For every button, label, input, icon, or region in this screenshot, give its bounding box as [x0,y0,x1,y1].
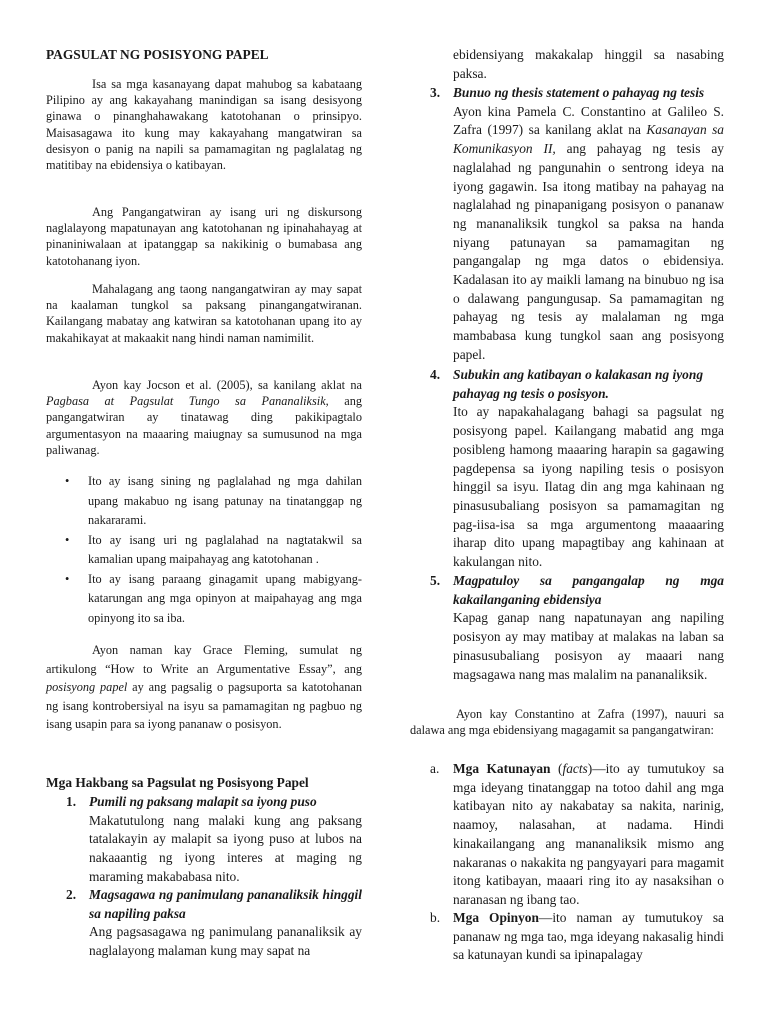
item-letter: b. [430,910,441,925]
steps-heading: Mga Hakbang sa Pagsulat ng Posisyong Papel [46,775,309,790]
step-title: Bunuo ng thesis statement o pahayag ng tesis [453,85,705,100]
step-body: Makatutulong nang malaki kung ang paksang tatalakayin ay malapit sa iyong puso at lubos na nakaaantig ng iyong interes at maging ng maraming makababasa nito. [89,812,362,884]
bullet-icon: • [65,532,70,547]
step-body: Kapag ganap nang napatunayan ang napiling posisyon ay may matibay at malakas na laban sa pinasusubaliang posisyon ay maaari nang magsagawa nang mas malalim na pananaliksik. [453,610,724,682]
fleming-paragraph [46,641,362,734]
step-title: Magsagawa ng panimulang pananaliksik hinggil sa napiling paksa [89,887,362,921]
page-title: PAGSULAT NG POSISYONG PAPEL [46,47,269,62]
step-number: 2. [66,887,77,902]
evidence-item-opinions: b. Mga Opinyon—ito naman ay tumutukoy sa pananaw ng mga tao, mga ideyang nakasalig hindi sa katunayan kundi sa ipinapalagay [430,910,725,963]
explanation-list [46,472,362,628]
fleming-term: posisyong papel [46,680,128,695]
step-number: 3. [430,85,441,100]
step-body: Ito ay napakahalagang bahagi sa pagsulat ng posisyong papel. Kailangang mabatid ang mga posibleng hamong maaaring harapin sa gagawing pagdepensa sa iyong napiling tesis o posisyon hinggil sa isyu. Ilatag din ang mga kahinaan ng pinasusubaliang posisyon sa pamamagitan ng pag-iisa-isa sa mga argumentong maaaaring iharap dito upang mapagtibay ang kahinaan at kakulangan nito. [453,404,724,570]
book-title: Kasanayan sa Komunikasyon II, [453,122,724,157]
step-number: 1. [66,794,77,809]
step-5 [410,572,724,684]
evidence-item-facts: a. Mga Katunayan (facts)—ito ay tumutukoy sa mga ideyang tinatanggap na totoo dahil ang mga katibayan nito ay nakabatay sa nakita, narinig, naamoy, nalasahan, at nadama. Hindi kinakailangang ang mananaliksik mismo ang nakaranas o nakakita ng pangyayari para magamit itong katibayan, maaari ring ito ay nasaksihan o naranasan ng ibang tao. [430,761,725,907]
step-2 [46,886,362,961]
list-item: • Ito ay isang uri ng paglalahad na nagtatakwil sa kamalian upang maipahayag ang katotohanan . [65,532,362,566]
step-number: 5. [430,573,441,588]
jocson-book-title: Pagbasa at Pagsulat Tungo sa Pananaliksik, [46,394,329,409]
step-body: Ayon kina Pamela C. Constantino at Galileo S. Zafra (1997) sa kanilang aklat na Kasanayan sa Komunikasyon II, ang pahayag ng tesis ay naglalahad ng pangunahin o sentrong ideya na iyong gagawin. Isa itong matibay na pahayag na naglalahad ng pinapanigang posisyon o pananaw ng mananaliksik tungkol sa paksa na handa niyang patunayan sa pamamagitan ng pangangalap ng mga datos o ebidensiya. Kadalasan ito ay maikli lamang na binubuo ng isa o dalawang pangungusap. Sa pamamagitan ng pahayag ng tesis ay malalaman ng mga mambabasa kung tungkol saan ang posisyong papel. [453,103,724,362]
step-title: Magpatuloy sa pangangalap ng mga kakailanganing ebidensiya [453,573,724,607]
item-term: Mga Katunayan [453,761,551,776]
jocson-paragraph [46,377,362,458]
step-title: Pumili ng paksang malapit sa iyong puso [89,794,317,809]
step-3 [410,84,724,365]
list-item: • Ito ay isang paraang ginagamit upang mabigyang-katarungan ang mga opinyon at maipahayag ang mga opinyong ito sa iba. [65,571,362,625]
item-gloss: facts [562,761,588,776]
step-1 [46,793,362,887]
step-title: Subukin ang katibayan o kalakasan ng iyong pahayag ng tesis o posisyon. [453,367,704,401]
continued-text: ebidensiyang makakalap hinggil sa nasabing paksa. [453,47,724,81]
step-body: Ang pagsasagawa ng panimulang pananaliksik ay naglalayong malaman kung may sapat na [89,924,362,959]
fleming-text-b: ay ang pagsalig o pagsuporta sa katotohanan ng isang kontrobersiyal na isyu sa pamamagitan ng pagbuo ng isang usapin para sa iyong pananaw o posisyon. [46,680,362,732]
jocson-text-b: ang pangangatwiran ay tinatawag ding pakikipagtalo argumentasyon na maaaring maiugnay sa sumusunod na mga paliwanag. [46,394,362,457]
pangangatwiran-paragraph: Ang Pangangatwiran ay isang uri ng diskursong naglalayong mapatunayan ang katotohanan ng ipinahahayag at pinaniniwalaan at ipatanggap sa nakikinig o bumabasa ang katotohanang iyon. [46,205,362,268]
fleming-text-a: Ayon naman kay Grace Fleming, sumulat ng artikulong “How to Write an Argumentative Essay”, ang [46,643,362,676]
evidence-intro: Ayon kay Constantino at Zafra (1997), nauuri sa dalawa ang mga ebidensiyang magagamit sa pangangatwiran: [410,707,724,738]
bullet-icon: • [65,571,70,586]
item-letter: a. [430,761,440,776]
kaalaman-paragraph: Mahalagang ang taong nangangatwiran ay may sapat na kaalaman tungkol sa paksang pinangangatwiranan. Kailangang mabatay ang katwiran sa katotohanan upang ito ay makahikayat at makaakit nang hindi naman namimilit. [46,282,362,345]
step-number: 4. [430,367,441,382]
intro-paragraph: Isa sa mga kasanayang dapat mahubog sa kabataang Pilipino ay ang kakayahang manindigan sa isang desisyong ginawa o pinanghahawakang katotohanan o prinsipyo. Maisasagawa ito kung may kakayahang mangatwiran sa desisyon o panig na napili sa pamamagitan ng paglalatag ng matitibay na ebidensiya o katibayan. [46,77,362,173]
bullet-icon: • [65,474,70,488]
item-term: Mga Opinyon [453,910,539,925]
jocson-text-a: Ayon kay Jocson et al. (2005), sa kanilang aklat na [92,378,362,392]
list-item: • Ito ay isang sining ng paglalahad ng mga dahilan upang makabuo ng isang patunay na tinatanggap ng nakararami. [65,474,362,527]
step-4 [410,366,724,572]
